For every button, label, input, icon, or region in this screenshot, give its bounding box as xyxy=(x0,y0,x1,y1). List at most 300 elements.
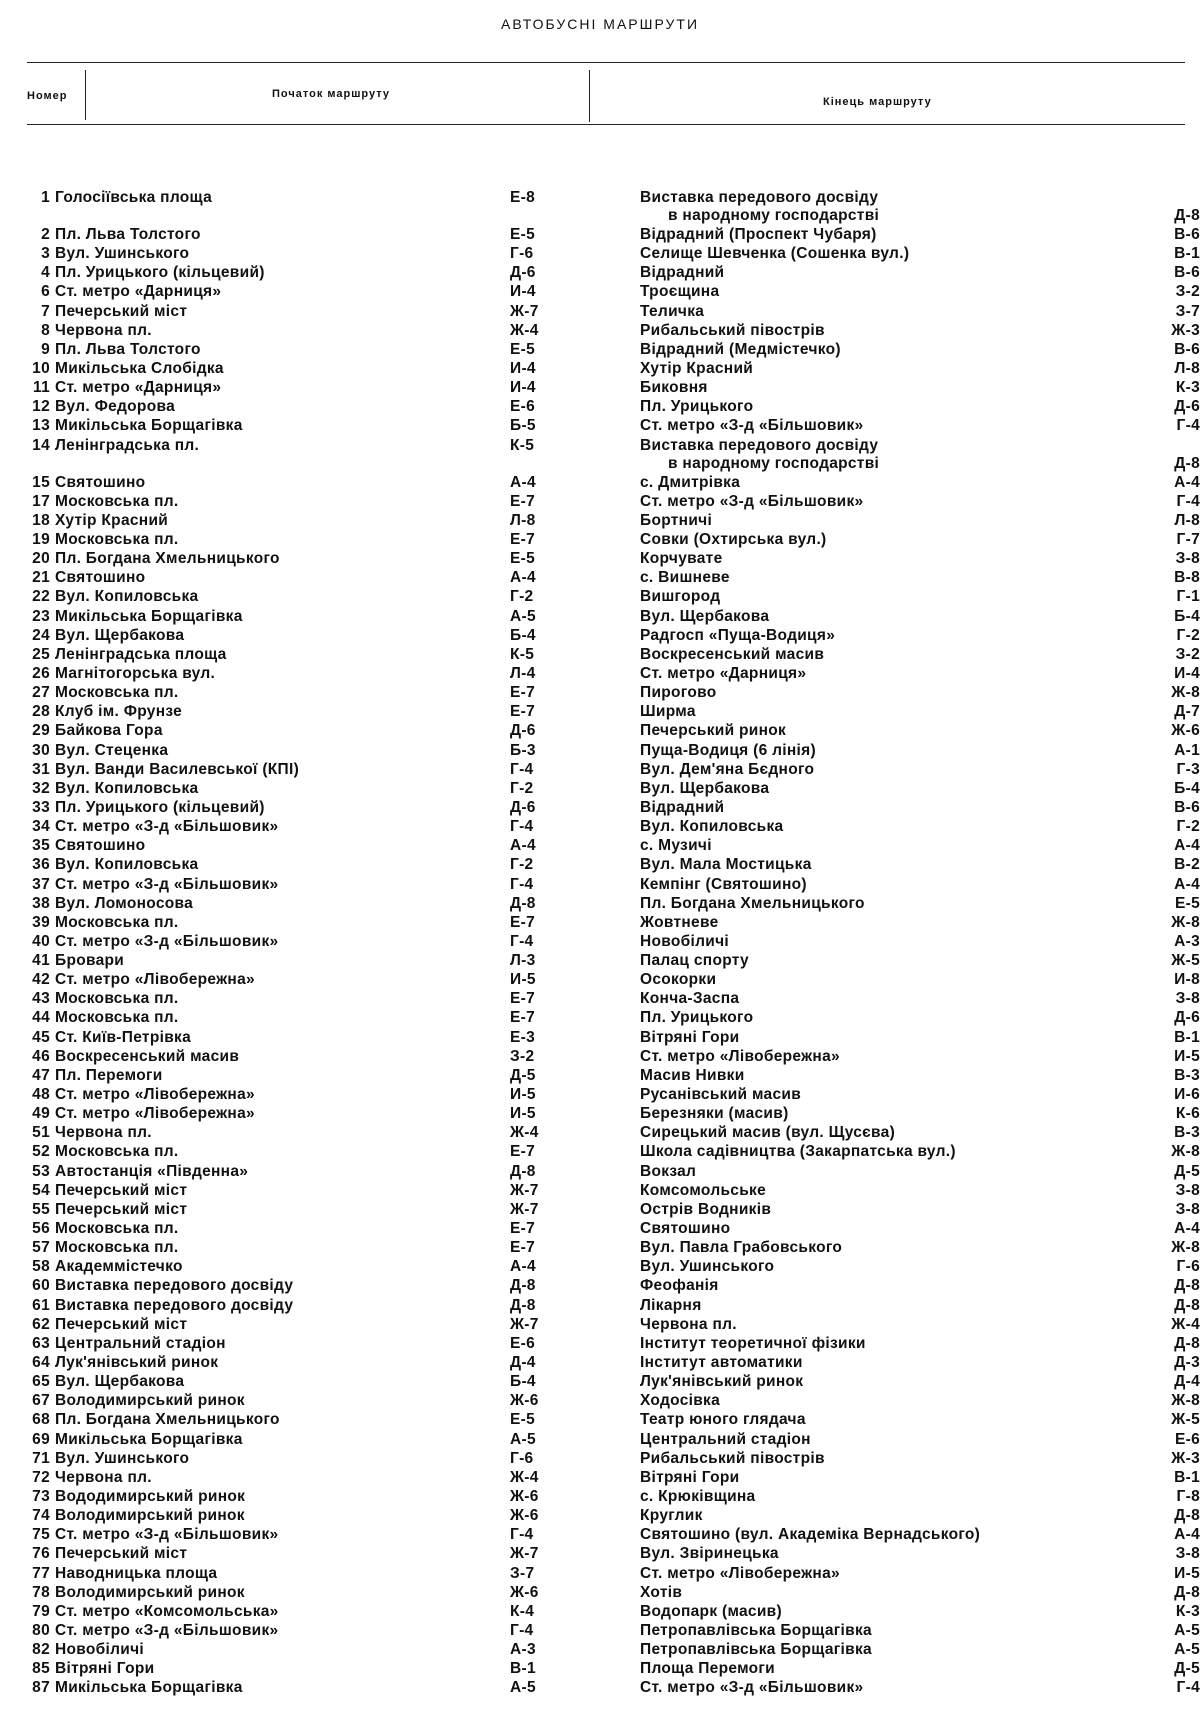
route-start: Автостанція «Південна» xyxy=(55,1162,249,1180)
table-row xyxy=(0,244,1200,263)
route-end-grid: Ж-8 xyxy=(1171,913,1200,931)
route-end: Ширма xyxy=(640,703,696,721)
route-end-grid: А-5 xyxy=(1174,1641,1200,1659)
route-end-grid: Ж-4 xyxy=(1171,1315,1200,1333)
route-start: Пл. Богдана Хмельницького xyxy=(55,550,280,568)
route-end-continued: в народному господарстві xyxy=(668,454,880,472)
route-number: 73 xyxy=(32,1488,50,1505)
route-number: 78 xyxy=(32,1583,50,1601)
route-end: Жовтневе xyxy=(640,913,719,931)
route-number: 20 xyxy=(32,550,50,568)
route-start: Ст. Київ-Петрівка xyxy=(55,1028,192,1046)
route-end-grid: В-3 xyxy=(1174,1066,1200,1084)
route-end-grid: И-5 xyxy=(1174,1047,1200,1065)
route-end: Русанівський масив xyxy=(640,1086,802,1104)
route-number: 2 xyxy=(41,226,50,243)
table-row xyxy=(0,1449,1200,1468)
route-start-grid: А-5 xyxy=(510,607,536,625)
route-end-grid: В-6 xyxy=(1174,226,1200,243)
route-start: Ст. метро «Дарниця» xyxy=(55,379,222,397)
table-row xyxy=(0,473,1200,492)
route-number: 26 xyxy=(32,664,50,682)
route-start-grid: Е-7 xyxy=(510,913,536,931)
route-end: Феофанія xyxy=(640,1277,719,1295)
route-number: 61 xyxy=(32,1296,50,1314)
route-end: Ст. метро «З-д «Більшовик» xyxy=(640,492,864,510)
route-start: Пл. Перемоги xyxy=(55,1066,163,1084)
route-start-grid: А-5 xyxy=(510,1679,536,1697)
route-end: Вокзал xyxy=(640,1162,697,1180)
route-number: 72 xyxy=(32,1468,50,1486)
route-number: 43 xyxy=(32,990,50,1008)
route-start: Ст. метро «З-д «Більшовик» xyxy=(55,875,279,893)
route-end: Вул. Павла Грабовського xyxy=(640,1239,843,1257)
route-start: Вул. Щербакова xyxy=(55,626,185,644)
route-end: Ст. метро «Дарниця» xyxy=(640,664,807,682)
route-end: Пуща-Водиця (6 лінія) xyxy=(640,741,816,759)
route-start-grid: Ж-6 xyxy=(510,1583,539,1601)
route-end-grid: А-4 xyxy=(1174,837,1200,855)
route-end-grid: Г-6 xyxy=(1176,1258,1200,1276)
route-end: Троєщина xyxy=(640,283,720,301)
route-start: Печерський міст xyxy=(55,1545,188,1563)
route-end-grid: Д-8 xyxy=(1174,1507,1200,1525)
route-end: Відрадний xyxy=(640,798,725,816)
route-start-grid: Д-8 xyxy=(510,1162,536,1180)
route-end: Вул. Мала Мостицька xyxy=(640,856,812,874)
route-number: 30 xyxy=(32,741,50,759)
route-number: 9 xyxy=(41,340,50,358)
route-start-grid: Д-5 xyxy=(510,1066,536,1084)
route-start-grid: Л-4 xyxy=(510,664,536,682)
table-row xyxy=(0,492,1200,511)
table-row xyxy=(0,530,1200,549)
table-row xyxy=(0,721,1200,740)
header-end: Кінець маршруту xyxy=(823,96,932,108)
table-row xyxy=(0,397,1200,416)
route-number: 28 xyxy=(32,703,50,721)
route-start-grid: К-4 xyxy=(510,1602,535,1620)
route-start: Вул. Щербакова xyxy=(55,1373,185,1391)
route-end: Вишгород xyxy=(640,588,721,606)
route-number: 40 xyxy=(32,932,50,950)
route-start: Володимирський ринок xyxy=(55,1583,245,1601)
route-end-grid: Д-5 xyxy=(1174,1660,1200,1678)
route-number: 80 xyxy=(32,1621,50,1639)
table-row xyxy=(0,1085,1200,1104)
route-start-grid: Ж-6 xyxy=(510,1507,539,1525)
route-start-grid: Г-4 xyxy=(510,818,534,836)
route-end: Червона пл. xyxy=(640,1315,737,1333)
route-end: Хотів xyxy=(640,1583,683,1601)
route-number: 10 xyxy=(32,359,50,377)
route-end-grid: Д-6 xyxy=(1174,398,1200,416)
route-number: 58 xyxy=(32,1258,50,1276)
route-start-grid: Е-7 xyxy=(510,1143,536,1161)
route-end: Ст. метро «З-д «Більшовик» xyxy=(640,1679,864,1697)
route-end-grid: Ж-8 xyxy=(1171,1239,1200,1257)
route-start: Микільська Борщагівка xyxy=(55,1679,243,1697)
route-end-grid: Г-8 xyxy=(1176,1488,1200,1505)
route-start-grid: Ж-7 xyxy=(510,302,539,320)
route-start: Володимирський ринок xyxy=(55,1392,245,1410)
route-end-grid: И-6 xyxy=(1174,1086,1200,1104)
table-row xyxy=(0,607,1200,626)
route-start: Святошино xyxy=(55,473,146,491)
route-start: Московська пл. xyxy=(55,1143,179,1161)
table-row xyxy=(0,568,1200,587)
table-row xyxy=(0,549,1200,568)
route-end: Конча-Заспа xyxy=(640,990,740,1008)
table-row xyxy=(0,932,1200,951)
route-start: Вододимирський ринок xyxy=(55,1488,246,1505)
route-end: Вул. Щербакова xyxy=(640,779,770,797)
route-end-grid: Ж-5 xyxy=(1171,952,1200,970)
route-end: Селище Шевченка (Сошенка вул.) xyxy=(640,245,910,263)
route-end: Бортничі xyxy=(640,511,713,529)
route-number: 8 xyxy=(41,321,50,339)
route-start-grid: И-5 xyxy=(510,971,536,989)
route-start-grid: Б-4 xyxy=(510,626,536,644)
route-end: Лук'янівський ринок xyxy=(640,1373,804,1391)
route-number: 77 xyxy=(32,1564,50,1582)
route-end-grid: Д-8 xyxy=(1174,1296,1200,1314)
table-row xyxy=(0,1296,1200,1315)
route-end-grid: Е-6 xyxy=(1174,1430,1200,1448)
route-end: Виставка передового досвіду xyxy=(640,189,879,206)
header-bottom-rule xyxy=(27,124,1185,125)
route-end-grid: Д-3 xyxy=(1174,1354,1200,1372)
table-row xyxy=(0,1544,1200,1563)
route-end: Ст. метро «Лівобережна» xyxy=(640,1564,840,1582)
route-end-grid: Г-3 xyxy=(1176,760,1200,778)
route-end-grid: А-4 xyxy=(1174,875,1200,893)
route-number: 13 xyxy=(32,417,50,435)
table-row xyxy=(0,989,1200,1008)
route-start-grid: Г-2 xyxy=(510,588,534,606)
route-end: Пирогово xyxy=(640,684,717,702)
route-start-grid: Е-7 xyxy=(510,1220,536,1238)
route-start-grid: Б-3 xyxy=(510,741,536,759)
route-end: Водопарк (масив) xyxy=(640,1602,782,1620)
route-start-grid: Г-2 xyxy=(510,856,534,874)
route-start: Вул. Копиловська xyxy=(55,588,199,606)
route-start-grid: Ж-6 xyxy=(510,1488,539,1505)
route-end-grid: Ж-8 xyxy=(1171,684,1200,702)
table-row xyxy=(0,798,1200,817)
route-start: Вул. Ванди Василевської (КПІ) xyxy=(55,760,300,778)
route-start-grid: Г-4 xyxy=(510,875,534,893)
route-end-grid: Е-5 xyxy=(1174,894,1200,912)
table-row xyxy=(0,188,1200,225)
route-start: Ст. метро «Дарниця» xyxy=(55,283,222,301)
route-end: Новобіличі xyxy=(640,932,730,950)
route-end: Сирецький масив (вул. Щусєва) xyxy=(640,1124,896,1142)
route-start-grid: Ж-7 xyxy=(510,1200,539,1218)
route-start-grid: Е-7 xyxy=(510,530,536,548)
route-start: Ст. метро «Лівобережна» xyxy=(55,1086,255,1104)
route-start: Святошино xyxy=(55,837,146,855)
route-start: Володимирський ринок xyxy=(55,1507,245,1525)
route-end-grid: А-3 xyxy=(1174,932,1200,950)
route-number: 22 xyxy=(32,588,50,606)
table-row xyxy=(0,836,1200,855)
route-end-grid: В-2 xyxy=(1174,856,1200,874)
route-number: 53 xyxy=(32,1162,50,1180)
table-row xyxy=(0,263,1200,282)
route-start: Пл. Урицького (кільцевий) xyxy=(55,264,265,282)
route-start-grid: В-1 xyxy=(510,1660,536,1678)
route-number: 23 xyxy=(32,607,50,625)
route-end: Биковня xyxy=(640,379,708,397)
route-start-grid: Е-6 xyxy=(510,1334,536,1352)
route-start: Московська пл. xyxy=(55,1220,179,1238)
route-end-grid: А-4 xyxy=(1174,1220,1200,1238)
route-start: Пл. Льва Толстого xyxy=(55,226,201,243)
route-end-grid: А-1 xyxy=(1174,741,1200,759)
table-row xyxy=(0,702,1200,721)
route-number: 31 xyxy=(32,760,50,778)
route-end: с. Крюківщина xyxy=(640,1488,756,1505)
route-start: Ст. метро «Лівобережна» xyxy=(55,971,255,989)
route-number: 71 xyxy=(32,1449,50,1467)
table-row xyxy=(0,1410,1200,1429)
route-start: Вітряні Гори xyxy=(55,1660,155,1678)
route-number: 15 xyxy=(32,473,50,491)
table-row xyxy=(0,340,1200,359)
route-end: Вул. Щербакова xyxy=(640,607,770,625)
table-row xyxy=(0,817,1200,836)
table-row xyxy=(0,1181,1200,1200)
route-end: Петропавлівська Борщагівка xyxy=(640,1641,872,1659)
route-start: Бровари xyxy=(55,952,125,970)
route-end-grid: К-3 xyxy=(1175,1602,1200,1620)
route-start-grid: А-4 xyxy=(510,569,536,587)
table-row xyxy=(0,511,1200,530)
route-end-grid: В-6 xyxy=(1174,340,1200,358)
route-end: Ст. метро «З-д «Більшовик» xyxy=(640,417,864,435)
table-row xyxy=(0,683,1200,702)
route-start: Микільська Борщагівка xyxy=(55,607,243,625)
route-number: 47 xyxy=(32,1066,50,1084)
route-start: Пл. Льва Толстого xyxy=(55,340,201,358)
route-start: Ст. метро «З-д «Більшовик» xyxy=(55,932,279,950)
route-start-grid: Д-6 xyxy=(510,722,536,740)
table-row xyxy=(0,1219,1200,1238)
route-start: Московська пл. xyxy=(55,492,179,510)
route-start: Микільська Слобідка xyxy=(55,359,224,377)
route-number: 27 xyxy=(32,684,50,702)
route-end-grid: В-3 xyxy=(1174,1124,1200,1142)
route-end: Березняки (масив) xyxy=(640,1105,789,1123)
route-start: Ст. метро «З-д «Більшовик» xyxy=(55,1526,279,1544)
route-start: Червона пл. xyxy=(55,1468,152,1486)
route-end-grid: Д-4 xyxy=(1174,1373,1200,1391)
route-end-grid: Ж-6 xyxy=(1171,722,1200,740)
route-end-grid: Б-4 xyxy=(1174,607,1200,625)
route-start: Клуб ім. Фрунзе xyxy=(55,703,183,721)
route-end: Лікарня xyxy=(640,1296,702,1314)
route-end: Совки (Охтирська вул.) xyxy=(640,530,827,548)
route-start: Вул. Федорова xyxy=(55,398,176,416)
route-start-grid: К-5 xyxy=(510,645,535,663)
route-end: Рибальський півострів xyxy=(640,321,825,339)
route-end-continued: в народному господарстві xyxy=(668,207,880,224)
route-start: Московська пл. xyxy=(55,530,179,548)
route-start: Микільська Борщагівка xyxy=(55,1430,243,1448)
route-start-grid: Г-2 xyxy=(510,779,534,797)
table-row xyxy=(0,951,1200,970)
route-end: Вітряні Гори xyxy=(640,1028,740,1046)
route-end-grid: З-2 xyxy=(1175,283,1200,301)
route-end: Круглик xyxy=(640,1507,703,1525)
route-number: 36 xyxy=(32,856,50,874)
route-end: Центральний стадіон xyxy=(640,1430,811,1448)
table-row xyxy=(0,1372,1200,1391)
route-start: Хутір Красний xyxy=(55,511,169,529)
route-end: Острів Водників xyxy=(640,1200,772,1218)
route-start-grid: Д-8 xyxy=(510,1296,536,1314)
table-row xyxy=(0,1353,1200,1372)
route-start-grid: Ж-4 xyxy=(510,1124,539,1142)
route-start-grid: Е-8 xyxy=(510,189,536,206)
route-end-grid: Г-7 xyxy=(1176,530,1200,548)
route-number: 48 xyxy=(32,1086,50,1104)
route-end-grid: Д-8 xyxy=(1174,454,1200,472)
route-number: 35 xyxy=(32,837,50,855)
route-start: Пл. Урицького (кільцевий) xyxy=(55,798,265,816)
route-number: 12 xyxy=(32,398,50,416)
route-number: 1 xyxy=(41,189,50,206)
route-start-grid: Г-4 xyxy=(510,1526,534,1544)
route-end-grid: И-8 xyxy=(1174,971,1200,989)
route-end-grid: В-8 xyxy=(1174,569,1200,587)
route-start: Виставка передового досвіду xyxy=(55,1296,294,1314)
route-start-grid: И-4 xyxy=(510,359,536,377)
route-number: 85 xyxy=(32,1660,50,1678)
route-end: Святошино (вул. Академіка Вернадського) xyxy=(640,1526,981,1544)
header-divider-2 xyxy=(589,70,590,122)
route-start-grid: К-5 xyxy=(510,436,535,454)
route-end: Вул. Дем'яна Бєдного xyxy=(640,760,815,778)
route-end-grid: А-4 xyxy=(1174,1526,1200,1544)
route-number: 62 xyxy=(32,1315,50,1333)
route-start: Вул. Ушинського xyxy=(55,1449,190,1467)
route-start: Святошино xyxy=(55,569,146,587)
route-end: Вітряні Гори xyxy=(640,1468,740,1486)
route-start-grid: Ж-4 xyxy=(510,321,539,339)
route-start: Академмістечко xyxy=(55,1258,183,1276)
table-row xyxy=(0,855,1200,874)
table-row xyxy=(0,626,1200,645)
table-row xyxy=(0,1028,1200,1047)
route-number: 39 xyxy=(32,913,50,931)
route-number: 29 xyxy=(32,722,50,740)
route-number: 74 xyxy=(32,1507,50,1525)
route-start: Московська пл. xyxy=(55,913,179,931)
route-end-grid: Д-6 xyxy=(1174,1009,1200,1027)
table-row xyxy=(0,875,1200,894)
route-end-grid: И-4 xyxy=(1174,664,1200,682)
route-end-grid: Д-7 xyxy=(1174,703,1200,721)
route-end: Відрадний (Медмістечко) xyxy=(640,340,841,358)
route-start-grid: Е-7 xyxy=(510,492,536,510)
route-end-grid: В-6 xyxy=(1174,264,1200,282)
route-end: Інститут теоретичної фізики xyxy=(640,1334,866,1352)
route-start: Московська пл. xyxy=(55,1009,179,1027)
route-end: Ст. метро «Лівобережна» xyxy=(640,1047,840,1065)
table-row xyxy=(0,1621,1200,1640)
page-title: АВТОБУСНІ МАРШРУТИ xyxy=(500,16,700,32)
table-row xyxy=(0,1564,1200,1583)
route-end-grid: Ж-3 xyxy=(1171,321,1200,339)
table-row xyxy=(0,1334,1200,1353)
route-start-grid: А-4 xyxy=(510,473,536,491)
route-end-grid: Г-4 xyxy=(1176,1679,1200,1697)
table-row xyxy=(0,970,1200,989)
route-start: Байкова Гора xyxy=(55,722,163,740)
route-end-grid: Г-2 xyxy=(1176,818,1200,836)
table-row xyxy=(0,1602,1200,1621)
route-end-grid: Л-8 xyxy=(1174,511,1200,529)
route-start-grid: Е-5 xyxy=(510,1411,536,1429)
table-row xyxy=(0,1142,1200,1161)
route-start-grid: И-5 xyxy=(510,1086,536,1104)
route-start-grid: З-2 xyxy=(510,1047,535,1065)
route-start: Виставка передового досвіду xyxy=(55,1277,294,1295)
route-end-grid: Ж-5 xyxy=(1171,1411,1200,1429)
route-start: Вул. Копиловська xyxy=(55,856,199,874)
route-end-grid: З-8 xyxy=(1175,1181,1200,1199)
route-end: Печерський ринок xyxy=(640,722,787,740)
route-end: Ходосівка xyxy=(640,1392,721,1410)
route-start-grid: А-4 xyxy=(510,1258,536,1276)
route-end-grid: Г-2 xyxy=(1176,626,1200,644)
route-end-grid: К-3 xyxy=(1175,379,1200,397)
route-number: 19 xyxy=(32,530,50,548)
table-row xyxy=(0,1315,1200,1334)
route-end: Вул. Ушинського xyxy=(640,1258,775,1276)
route-start-grid: Л-3 xyxy=(510,952,536,970)
route-start-grid: Е-6 xyxy=(510,398,536,416)
route-start-grid: Е-7 xyxy=(510,703,536,721)
table-row xyxy=(0,378,1200,397)
route-start-grid: Г-6 xyxy=(510,245,534,263)
route-number: 45 xyxy=(32,1028,50,1046)
table-row xyxy=(0,645,1200,664)
route-number: 21 xyxy=(32,569,50,587)
route-number: 24 xyxy=(32,626,50,644)
route-start: Печерський міст xyxy=(55,1315,188,1333)
table-row xyxy=(0,894,1200,913)
route-number: 69 xyxy=(32,1430,50,1448)
route-end: с. Вишневе xyxy=(640,569,730,587)
route-start: Московська пл. xyxy=(55,684,179,702)
route-start: Вул. Стеценка xyxy=(55,741,169,759)
route-start: Вул. Копиловська xyxy=(55,779,199,797)
route-start: Пл. Богдана Хмельницького xyxy=(55,1411,280,1429)
route-end: Масив Нивки xyxy=(640,1066,745,1084)
route-start-grid: Г-4 xyxy=(510,1621,534,1639)
route-end-grid: Ж-3 xyxy=(1171,1449,1200,1467)
route-start-grid: Б-4 xyxy=(510,1373,536,1391)
route-end-grid: Г-4 xyxy=(1176,417,1200,435)
route-number: 64 xyxy=(32,1354,50,1372)
table-row xyxy=(0,1162,1200,1181)
table-row xyxy=(0,1276,1200,1295)
route-end: Кемпінг (Святошино) xyxy=(640,875,807,893)
route-end: Вул. Копиловська xyxy=(640,818,784,836)
